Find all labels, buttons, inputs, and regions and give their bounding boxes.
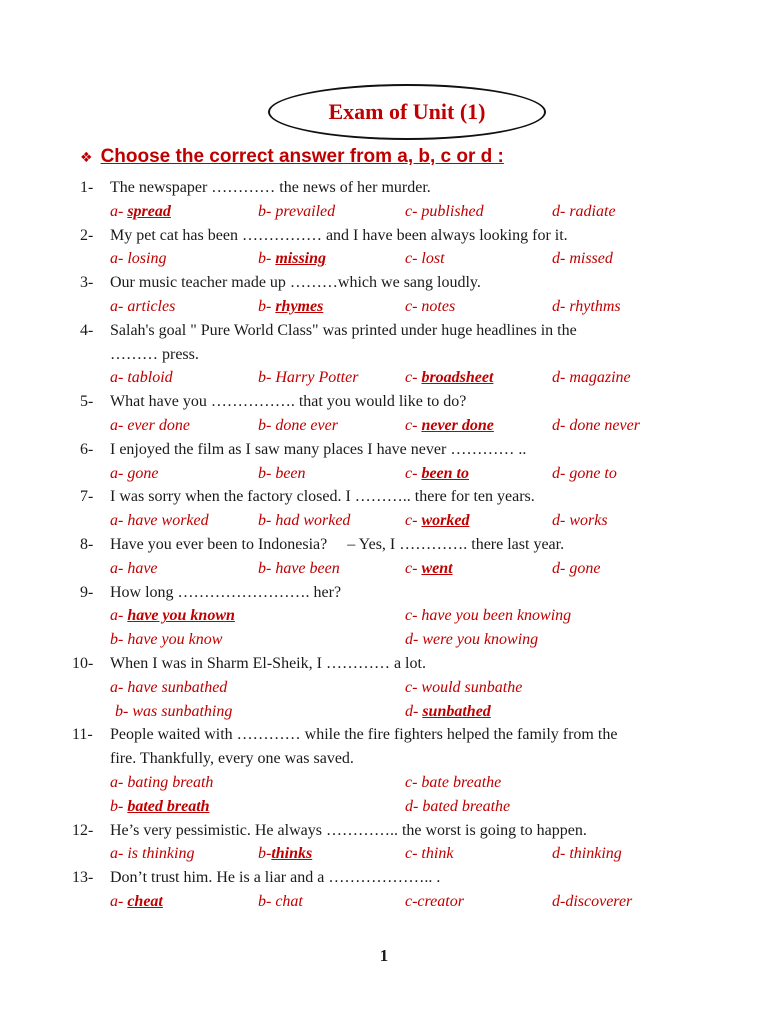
question-9 — [0, 581, 768, 605]
question-3-options — [0, 295, 768, 319]
option-d: d- gone to — [552, 464, 617, 482]
option-d: d-discoverer — [552, 892, 633, 910]
correct-answer: sunbathed — [422, 702, 491, 720]
option-d: d- bated breathe — [405, 797, 511, 815]
question-1 — [0, 176, 768, 200]
question-stem: Don’t trust him. He is a liar and a ……………….. . — [110, 869, 441, 887]
question-6-options — [0, 462, 768, 486]
question-11-continued — [0, 747, 768, 771]
question-6 — [0, 438, 768, 462]
correct-answer: been to — [421, 464, 469, 482]
question-number: 10- — [72, 654, 94, 672]
correct-answer: worked — [421, 512, 470, 530]
option-c: c- would sunbathe — [405, 678, 523, 696]
option-b: b- bated breath — [110, 797, 210, 815]
option-b: b- Harry Potter — [258, 369, 359, 387]
question-stem: The newspaper ………… the news of her murder. — [110, 179, 431, 196]
option-b: b- prevailed — [258, 202, 336, 220]
question-number: 6- — [80, 440, 94, 458]
correct-answer: never done — [421, 416, 494, 434]
question-10 — [0, 652, 768, 676]
option-c: c- think — [405, 845, 454, 863]
question-4 — [0, 319, 768, 343]
question-stem: Have you ever been to Indonesia? – Yes, I …………. there last year. — [110, 535, 565, 553]
question-stem: Salah's goal " Pure World Class" was printed under huge headlines in the — [110, 321, 577, 339]
question-number: 5- — [80, 393, 94, 411]
question-5-options — [0, 414, 768, 438]
question-number: 2- — [80, 226, 94, 244]
option-b: b- have been — [258, 559, 340, 577]
option-d: d- works — [552, 512, 608, 530]
correct-answer: missing — [275, 250, 327, 268]
question-13 — [0, 866, 768, 890]
option-a: a- is thinking — [110, 845, 195, 863]
option-b: b- was sunbathing — [115, 702, 233, 720]
option-c: c- broadsheet — [405, 369, 494, 387]
question-stem: I enjoyed the film as I saw many places I have never ………… .. — [110, 440, 527, 458]
question-4-continued — [0, 343, 768, 367]
option-a: a- ever done — [110, 416, 190, 434]
question-number: 9- — [80, 583, 94, 601]
option-a: a- bating breath — [110, 773, 214, 791]
option-a: a- cheat — [110, 892, 163, 910]
correct-answer: thinks — [271, 845, 313, 863]
question-number: 7- — [80, 488, 94, 506]
option-b: b- done ever — [258, 416, 338, 434]
correct-answer: spread — [127, 202, 171, 220]
option-c: c- published — [405, 202, 484, 220]
question-10-options-row2 — [0, 700, 768, 724]
option-a: a- tabloid — [110, 369, 173, 387]
option-a: a- spread — [110, 202, 171, 220]
question-4-options — [0, 366, 768, 390]
correct-answer: rhymes — [275, 297, 324, 315]
question-stem: How long ……………………. her? — [110, 583, 342, 601]
option-b: b- had worked — [258, 512, 351, 530]
option-a: a- have sunbathed — [110, 678, 228, 696]
question-number: 13- — [72, 869, 94, 887]
question-number: 3- — [80, 274, 94, 292]
option-a: a- have worked — [110, 512, 209, 530]
option-d: d- sunbathed — [405, 702, 491, 720]
question-2 — [0, 224, 768, 248]
option-b: b- been — [258, 464, 306, 482]
option-a: a- have — [110, 559, 158, 577]
option-c: c- notes — [405, 297, 456, 315]
option-d: d- gone — [552, 559, 601, 577]
option-a: a- articles — [110, 297, 176, 315]
question-9-options-row2 — [0, 628, 768, 652]
question-13-options — [0, 890, 768, 914]
option-b: b-thinks — [258, 845, 313, 863]
option-c: c- never done — [405, 416, 494, 434]
question-number: 1- — [80, 179, 94, 196]
option-d: d- missed — [552, 250, 613, 268]
option-d: d- thinking — [552, 845, 622, 863]
question-5 — [0, 390, 768, 414]
option-d: d- done never — [552, 416, 640, 434]
instruction-text: Choose the correct answer from a, b, c or d : — [100, 146, 504, 167]
exam-title-oval — [268, 84, 546, 140]
question-number: 12- — [72, 821, 94, 839]
option-c: c- have you been knowing — [405, 607, 572, 625]
question-number: 4- — [80, 321, 94, 339]
question-11-options-row2 — [0, 795, 768, 819]
option-a: a- have you known — [110, 607, 235, 625]
question-8 — [0, 533, 768, 557]
option-c: c- lost — [405, 250, 445, 268]
option-c: c- been to — [405, 464, 469, 482]
question-12 — [0, 819, 768, 843]
diamond-bullet-icon: ❖ — [80, 148, 93, 165]
question-stem: When I was in Sharm El-Sheik, I ………… a lot. — [110, 654, 426, 672]
option-a: a- gone — [110, 464, 159, 482]
question-7-options — [0, 509, 768, 533]
question-10-options-row1 — [0, 676, 768, 700]
option-c: c-creator — [405, 892, 464, 910]
question-12-options — [0, 842, 768, 866]
instruction — [80, 146, 504, 168]
question-7 — [0, 485, 768, 509]
option-a: a- losing — [110, 250, 167, 268]
question-9-options-row1 — [0, 604, 768, 628]
exam-title: Exam of Unit (1) — [328, 99, 486, 124]
option-d: d- magazine — [552, 369, 631, 387]
question-stem-continued: ……… press. — [110, 345, 199, 363]
question-list — [0, 176, 768, 914]
question-11 — [0, 723, 768, 747]
correct-answer: broadsheet — [421, 369, 494, 387]
page-number: 1 — [379, 946, 389, 965]
question-stem: People waited with ………… while the fire fighters helped the family from the — [110, 726, 618, 744]
correct-answer: bated breath — [127, 797, 210, 815]
question-11-options-row1 — [0, 771, 768, 795]
option-c: c- went — [405, 559, 453, 577]
option-d: d- were you knowing — [405, 631, 539, 649]
option-c: c- bate breathe — [405, 773, 502, 791]
question-stem-continued: fire. Thankfully, every one was saved. — [110, 750, 354, 768]
option-d: d- rhythms — [552, 297, 621, 315]
question-number: 8- — [80, 535, 94, 553]
option-b: b- chat — [258, 892, 303, 910]
option-b: b- have you know — [110, 631, 223, 649]
correct-answer: went — [421, 559, 453, 577]
question-stem: What have you ……………. that you would like to do? — [110, 393, 467, 411]
option-b: b- missing — [258, 250, 327, 268]
question-8-options — [0, 557, 768, 581]
question-stem: Our music teacher made up ………which we sang loudly. — [110, 274, 481, 292]
question-stem: I was sorry when the factory closed. I ……….. there for ten years. — [110, 488, 535, 506]
question-number: 11- — [72, 726, 93, 744]
question-2-options — [0, 247, 768, 271]
option-d: d- radiate — [552, 202, 616, 220]
question-1-options — [0, 200, 768, 224]
question-stem: My pet cat has been …………… and I have been always looking for it. — [110, 226, 568, 244]
option-b: b- rhymes — [258, 297, 324, 315]
option-c: c- worked — [405, 512, 470, 530]
correct-answer: have you known — [127, 607, 235, 625]
correct-answer: cheat — [127, 892, 163, 910]
question-3 — [0, 271, 768, 295]
question-stem: He’s very pessimistic. He always ………….. the worst is going to happen. — [110, 821, 587, 839]
